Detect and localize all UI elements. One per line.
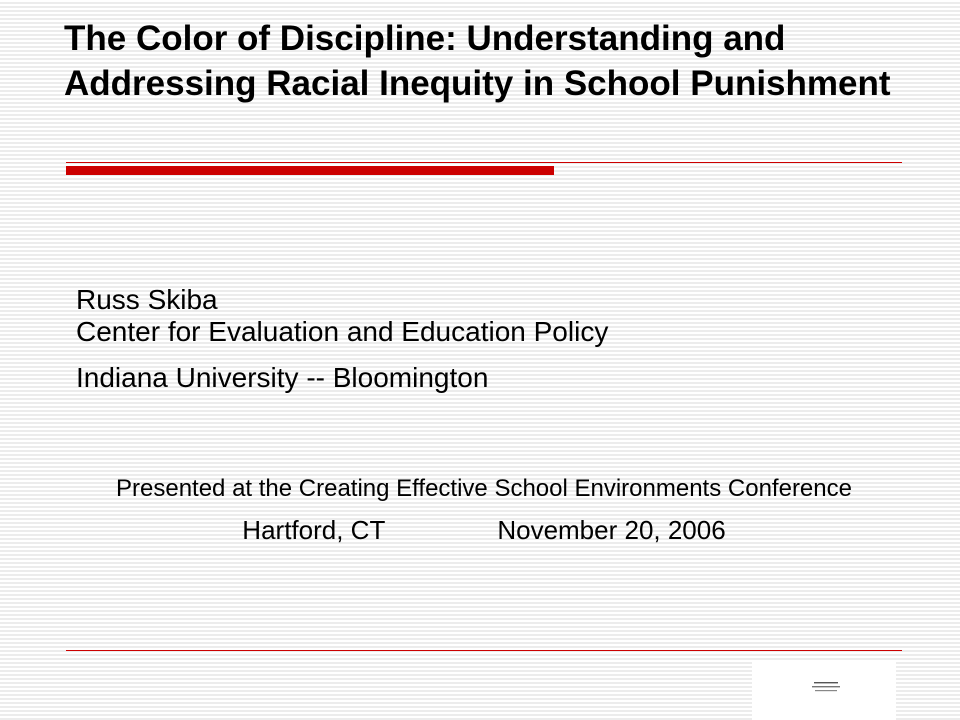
author-name: Russ Skiba — [76, 284, 218, 315]
slide-title: The Color of Discipline: Understanding and Addressing Racial Inequity in School Punishment — [64, 19, 891, 103]
presentation-block — [66, 474, 902, 546]
institution-logo-icon — [752, 660, 896, 720]
author-block — [76, 284, 608, 394]
title-underline-thin — [66, 162, 902, 163]
presentation-date: November 20, 2006 — [497, 515, 726, 545]
author-center: Center for Evaluation and Education Policy — [76, 316, 609, 347]
author-university: Indiana University -- Bloomington — [76, 362, 489, 393]
presented-at: Presented at the Creating Effective School Environments Conference — [116, 475, 852, 502]
location-date-line — [66, 514, 902, 546]
presentation-location: Hartford, CT — [242, 515, 386, 545]
logo-box — [752, 660, 896, 720]
title-underline-thick — [66, 166, 554, 175]
footer-divider — [66, 650, 902, 651]
